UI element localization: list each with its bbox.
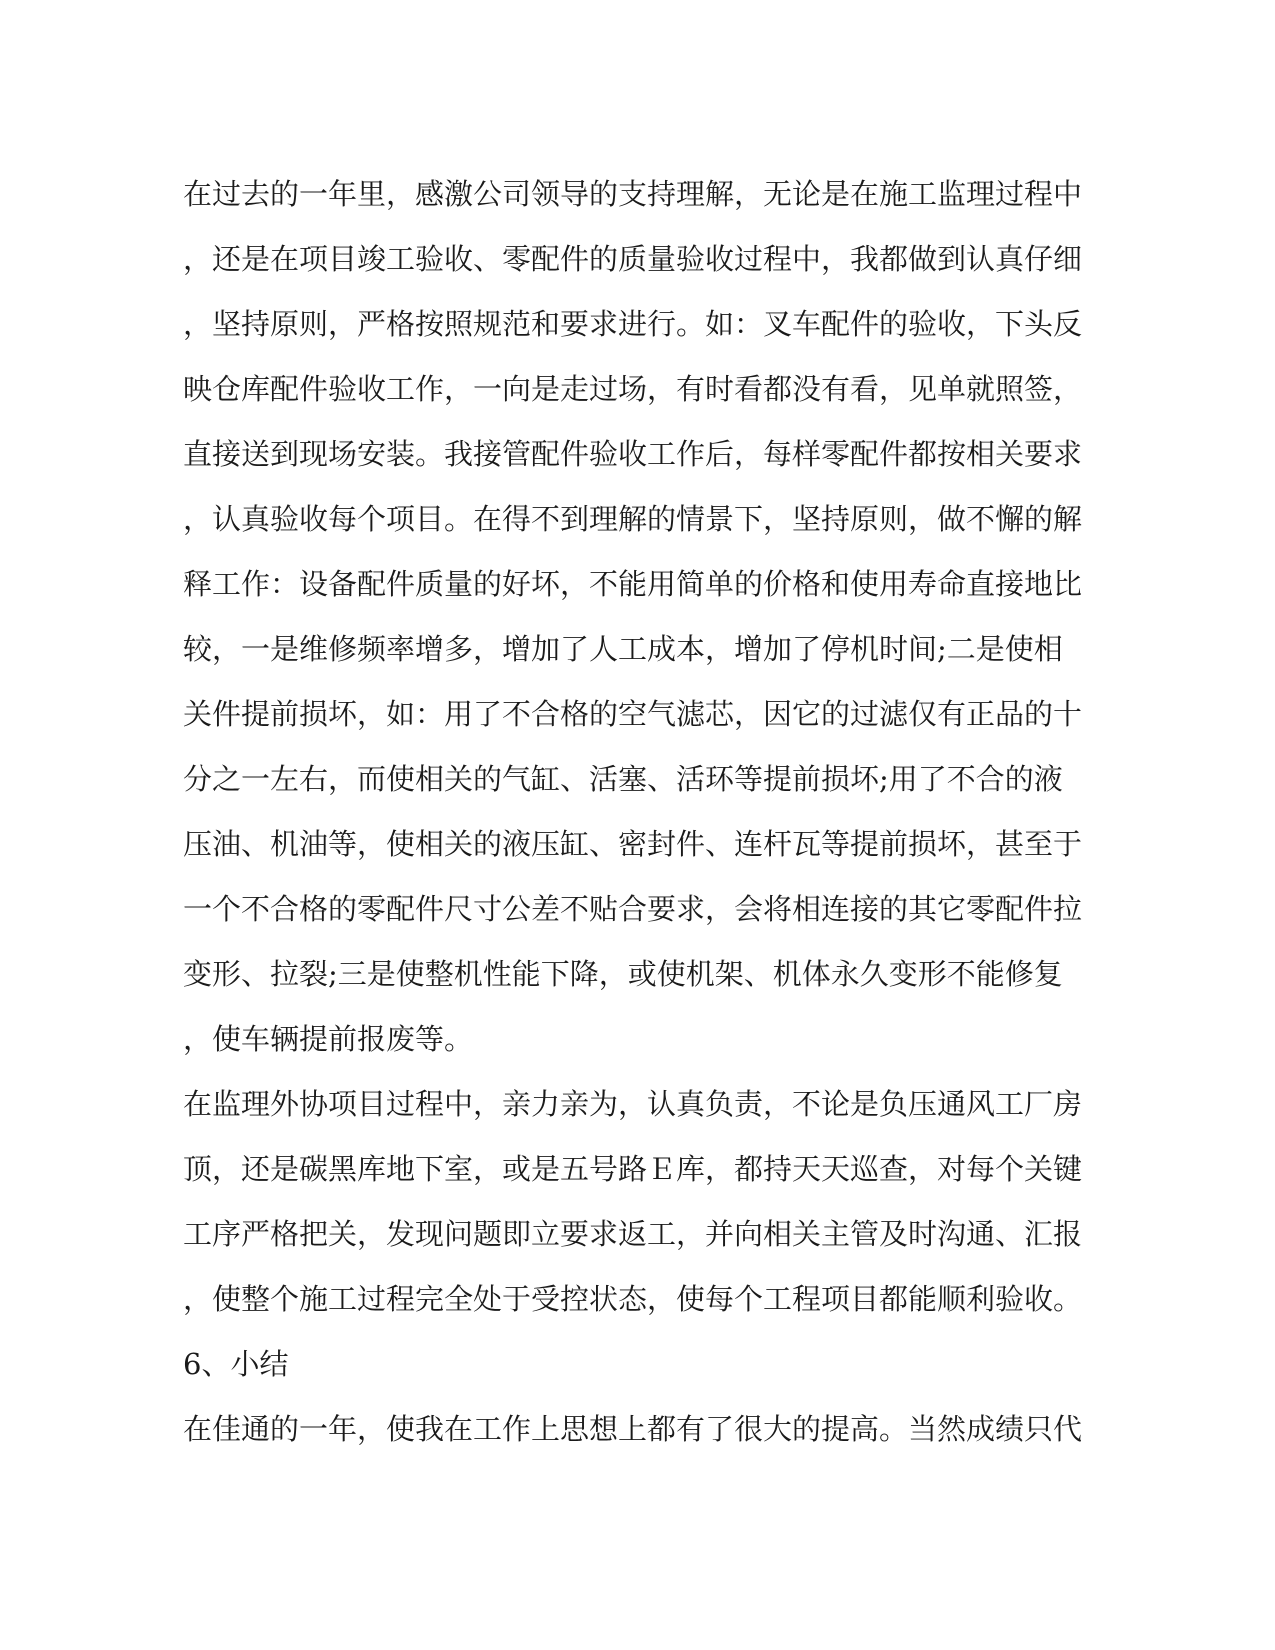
text-line: ，使整个施工过程完全处于受控状态，使每个工程项目都能顺利验收。	[183, 1282, 1083, 1316]
text-line: 变形、拉裂;三是使整机性能下降，或使机架、机体永久变形不能修复	[183, 957, 1063, 991]
text-line: 较，一是维修频率增多，增加了人工成本，增加了停机时间;二是使相	[183, 632, 1063, 666]
text-line: 释工作：设备配件质量的好坏，不能用简单的价格和使用寿命直接地比	[183, 567, 1083, 601]
document-body	[183, 162, 1103, 1462]
text-line: ，坚持原则，严格按照规范和要求进行。如：叉车配件的验收，下头反	[183, 307, 1083, 341]
text-line: 分之一左右，而使相关的气缸、活塞、活环等提前损坏;用了不合的液	[183, 762, 1063, 796]
text-line: 工序严格把关，发现问题即立要求返工，并向相关主管及时沟通、汇报	[183, 1217, 1083, 1251]
section-heading: 6、小结	[183, 1347, 289, 1381]
text-line: 直接送到现场安装。我接管配件验收工作后，每样零配件都按相关要求	[183, 437, 1083, 471]
text-line: 映仓库配件验收工作，一向是走过场，有时看都没有看，见单就照签，	[183, 372, 1083, 406]
text-line: 一个不合格的零配件尺寸公差不贴合要求，会将相连接的其它零配件拉	[183, 892, 1083, 926]
text-line: 关件提前损坏，如：用了不合格的空气滤芯，因它的过滤仅有正品的十	[183, 697, 1083, 731]
text-line: 顶，还是碳黑库地下室，或是五号路Ｅ库，都持天天巡查，对每个关键	[183, 1152, 1083, 1186]
text-line: 压油、机油等，使相关的液压缸、密封件、连杆瓦等提前损坏，甚至于	[183, 827, 1083, 861]
text-line: 在监理外协项目过程中，亲力亲为，认真负责，不论是负压通风工厂房	[183, 1087, 1083, 1121]
text-line: 在佳通的一年，使我在工作上思想上都有了很大的提高。当然成绩只代	[183, 1412, 1083, 1446]
text-line: ，还是在项目竣工验收、零配件的质量验收过程中，我都做到认真仔细	[183, 242, 1083, 276]
text-line: ，使车辆提前报废等。	[183, 1022, 474, 1056]
text-line: ，认真验收每个项目。在得不到理解的情景下，坚持原则，做不懈的解	[183, 502, 1083, 536]
text-line: 在过去的一年里，感激公司领导的支持理解，无论是在施工监理过程中	[183, 177, 1083, 211]
